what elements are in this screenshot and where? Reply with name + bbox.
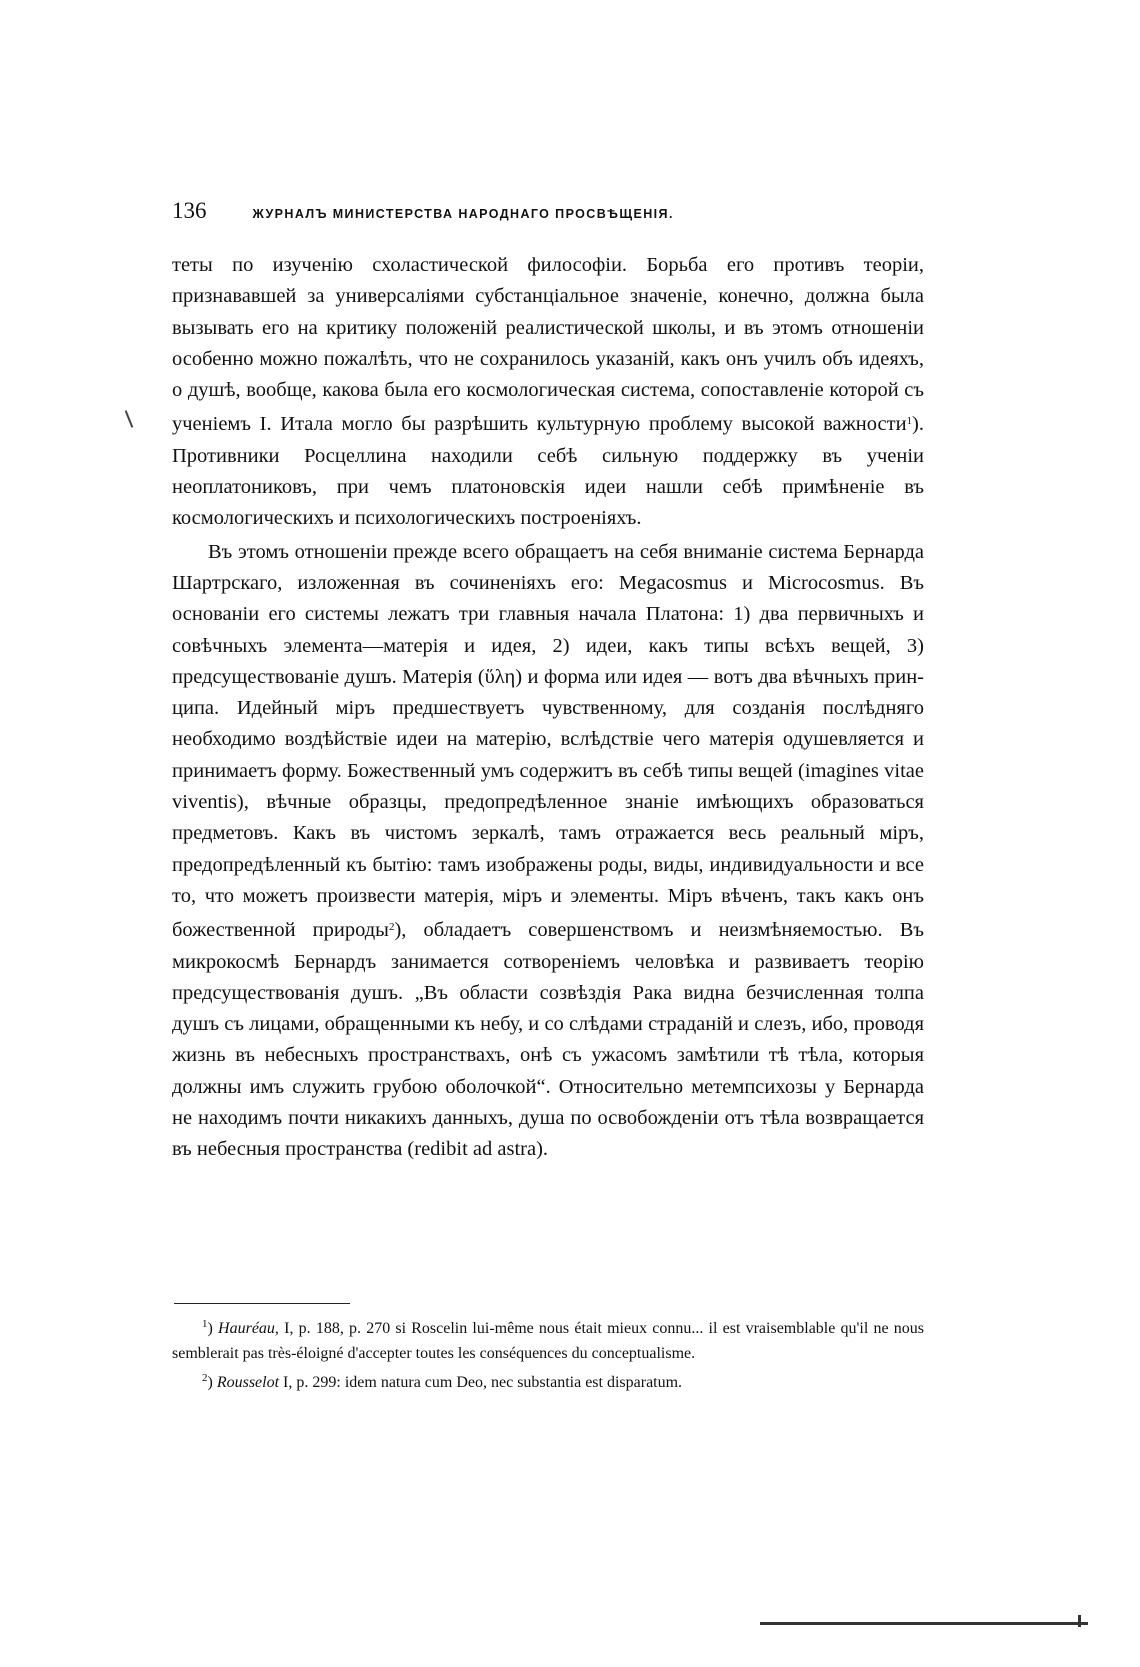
main-text [172, 250, 924, 1166]
footnote-author: Rousselot [216, 1374, 280, 1391]
footnote-reference: 2 [388, 921, 395, 934]
paragraph-text: Въ этомъ отношеніи прежде всего обращаетъ на себя вниманіе система Бернарда Шартрскаго, изложенная въ сочиненіяхъ его: Megacosmus и Microcosmus. Въ основаніи его системы лежатъ три главныя начала Платона: 1) два первичныхъ и совѣчныхъ элемента—матерія и идея, 2) идеи, какъ типы всѣхъ вещей, 3) предсуществованіе душъ. Матерія (ὕλη) и форма или идея — вотъ два вѣчныхъ принципа. Идейный міръ предшествуетъ чувственному, для созданія послѣдняго необходимо воздѣйствіе идеи на матерію, вслѣдствіе чего матерія одушевляется и принимаетъ форму. Божественный умъ содержитъ въ себѣ типы вещей (imagines vitae viventis), вѣчные образцы, предопредѣленное знаніе имѣющихъ образоваться предметовъ. Какъ въ чистомъ зеркалѣ, тамъ отражается весь реальный міръ, предопредѣленный къ бытію: тамъ изображены роды, виды, индивидуальности и все то, что можетъ произвести матерія, міръ и элементы. Міръ вѣченъ, такъ какъ онъ божественной природы [172, 540, 924, 942]
footnote-marker: 2 [202, 1372, 208, 1384]
scan-artifact-line [760, 1622, 1088, 1625]
footnote-divider [174, 1303, 350, 1304]
footnote: $^1$) Hauréau, I, p. 188, p. 270 si Roscelin lui-même nous était mieux connu... il est vraisemblable qu'il ne nous semblerait pas très-éloigné d'accepter toutes les conséquences du conceptualisme. [172, 1318, 925, 1362]
footnote-text: , I, p. 188, p. 270 si Roscelin lui-même nous était mieux connu... il est vraisemblable qu'il ne nous semblerait pas très-éloigné d'accepter toutes les conséquences du conceptualisme. [172, 1320, 925, 1362]
running-title: ЖУРНАЛЪ МИНИСТЕРСТВА НАРОДНАГО ПРОСВѢЩЕНІЯ. [252, 207, 674, 221]
paragraph [172, 250, 924, 535]
footnote-reference: 1 [906, 415, 913, 428]
paragraph-text: ), обладаетъ совершенствомъ и неизмѣняемостью. Въ микрокосмѣ Бернардъ занимается сотвореніемъ человѣка и развиваетъ теорію предсуществованія душъ. „Въ области созвѣздія Рака видна безчисленная толпа душъ съ лицами, обращенными къ небу, и со слѣдами страданій и слезъ, ибо, проводя жизнь въ небесныхъ пространствахъ, онѣ съ ужасомъ замѣтили тѣ тѣла, которыя должны имъ служить грубою оболочкой“. Относительно метемпсихозы у Бернарда не находимъ почти никакихъ данныхъ, душа по освобожденіи отъ тѣла возвращается въ небесныя пространства (redibit ad astra). [172, 919, 924, 1161]
footnote-text: I, p. 299: idem natura cum Deo, nec substantia est disparatum. [279, 1374, 683, 1391]
page-number: 136 [172, 198, 207, 223]
footnote-marker: 1 [202, 1318, 208, 1330]
paragraph [172, 537, 924, 1166]
margin-mark [125, 410, 134, 427]
paragraph-text: теты по изученію схоластической философіи. Борьба его противъ теоріи, признававшей за универсаліями субстанціальное значеніе, конечно, должна была вызывать его на критику положеній реалистической школы, и въ этомъ отношеніи особенно можно пожалѣть, что не сохранилось указаній, какъ онъ училъ объ идеяхъ, о душѣ, вообще, какова была его космологическая система, сопоставленіе которой съ ученіемъ I. Итала могло бы разрѣшить культурную проблему высокой важности [172, 254, 924, 436]
paragraph-text: ). Противники Росцеллина находили себѣ сильную поддержку въ ученіи неоплатониковъ, при чемъ платоновскія идеи нашли себѣ примѣненіе въ космологическихъ и психологическихъ построеніяхъ. [172, 413, 924, 530]
running-header [172, 198, 922, 224]
footnote-author: Hauréau [218, 1320, 275, 1337]
scan-artifact-mark [1078, 1615, 1081, 1627]
footnote: $^2$) Rousselot I, p. 299: idem natura cum Deo, nec substantia est disparatum. [202, 1372, 683, 1391]
footnotes [172, 1312, 924, 1396]
